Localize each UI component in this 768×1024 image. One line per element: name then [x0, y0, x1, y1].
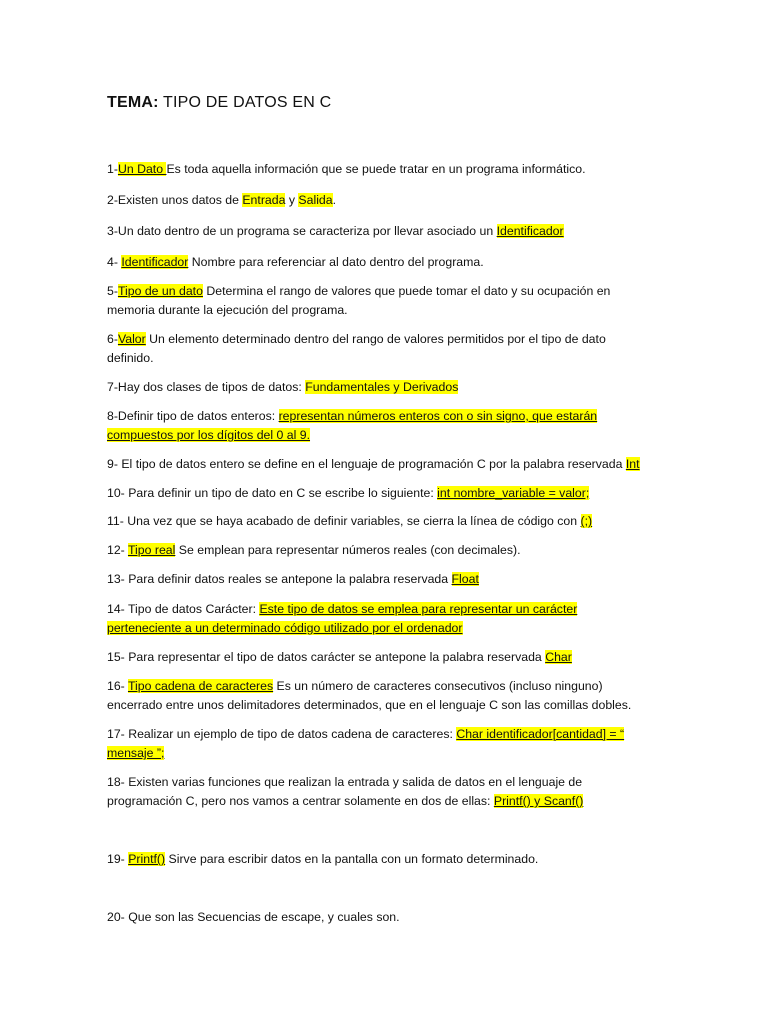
item-2-highlight-salida: Salida [298, 193, 333, 207]
item-15 [107, 648, 572, 667]
item-12-text: Se emplean para representar números reales (con decimales). [175, 543, 521, 557]
item-10-highlight: int nombre_variable = valor; [437, 486, 590, 500]
item-3 [107, 222, 564, 241]
item-2-highlight-entrada: Entrada [242, 193, 286, 207]
item-13-text: 13- Para definir datos reales se antepone la palabra reservada [107, 572, 452, 586]
item-20: 20- Que son las Secuencias de escape, y cuales son. [107, 910, 400, 924]
item-5-text: Determina el rango de valores que puede tomar el dato y su ocupación en [202, 284, 611, 298]
item-17-highlight: Char identificador[cantidad] = “ [456, 727, 625, 741]
item-8-text: 8-Definir tipo de datos enteros: [107, 409, 279, 423]
item-1-num: 1- [107, 162, 118, 176]
item-18-cont [107, 792, 583, 811]
item-6-cont: definido. [107, 351, 154, 365]
item-16 [107, 677, 603, 696]
item-19 [107, 850, 538, 869]
document-title [107, 94, 331, 112]
item-6 [107, 330, 606, 349]
item-7-highlight: Fundamentales y Derivados [305, 380, 459, 394]
item-16-text: Es un número de caracteres consecutivos (incluso ninguno) [273, 679, 603, 693]
item-6-text: Un elemento determinado dentro del rango de valores permitidos por el tipo de dato [145, 332, 606, 346]
item-14-highlight-cont: perteneciente a un determinado código utilizado por el ordenador [107, 621, 463, 635]
item-6-highlight: Valor [117, 332, 146, 346]
item-2-end: . [332, 193, 337, 207]
item-7-text: 7-Hay dos clases de tipos de datos: [107, 380, 306, 394]
item-15-highlight: Char [545, 650, 572, 664]
item-1 [107, 160, 586, 179]
item-14 [107, 600, 577, 619]
item-6-num: 6- [107, 332, 118, 346]
item-5 [107, 282, 610, 301]
item-8-cont [107, 426, 310, 445]
item-9-highlight: Int [625, 457, 640, 471]
item-4-text: Nombre para referenciar al dato dentro del programa. [188, 255, 484, 269]
item-16-num: 16- [107, 679, 128, 693]
item-3-highlight: Identificador [496, 224, 564, 238]
item-11-text: 11- Una vez que se haya acabado de definir variables, se cierra la línea de código con [107, 514, 581, 528]
title-label: TEMA: [107, 94, 159, 111]
item-8 [107, 407, 597, 426]
item-14-text: 14- Tipo de datos Carácter: [107, 602, 260, 616]
item-12 [107, 541, 521, 560]
item-4-num: 4- [107, 255, 122, 269]
title-text: TIPO DE DATOS EN C [163, 94, 332, 111]
item-19-highlight: Printf() [128, 852, 166, 866]
item-2 [107, 191, 336, 210]
item-15-text: 15- Para representar el tipo de datos carácter se antepone la palabra reservada [107, 650, 546, 664]
item-16-highlight: Tipo cadena de caracteres [127, 679, 274, 693]
item-5-num: 5- [107, 284, 118, 298]
item-9 [107, 455, 640, 474]
item-10 [107, 484, 589, 503]
item-1-highlight: Un Dato [117, 162, 167, 176]
item-2-conj: y [285, 193, 299, 207]
item-13 [107, 570, 479, 589]
item-17-cont [107, 744, 164, 763]
item-3-text: 3-Un dato dentro de un programa se caracteriza por llevar asociado un [107, 224, 497, 238]
item-16-cont: encerrado entre unos delimitadores determinados, que en el lenguaje C son las comillas dobles. [107, 698, 632, 712]
item-17 [107, 725, 624, 744]
item-14-highlight: Este tipo de datos se emplea para representar un carácter [259, 602, 578, 616]
item-4-highlight: Identificador [121, 255, 189, 269]
item-7 [107, 378, 458, 397]
item-1-text: Es toda aquella información que se puede tratar en un programa informático. [166, 162, 586, 176]
item-18-highlight: Printf() y Scanf() [493, 794, 584, 808]
item-12-num: 12- [107, 543, 128, 557]
item-18-text: programación C, pero nos vamos a centrar solamente en dos de ellas: [107, 794, 494, 808]
item-14-cont [107, 619, 463, 638]
item-19-text: Sirve para escribir datos en la pantalla con un formato determinado. [165, 852, 539, 866]
item-10-text: 10- Para definir un tipo de dato en C se escribe lo siguiente: [107, 486, 438, 500]
item-4 [107, 253, 484, 272]
item-13-highlight: Float [451, 572, 479, 586]
item-11-highlight: (;) [580, 514, 593, 528]
item-19-num: 19- [107, 852, 129, 866]
item-5-highlight: Tipo de un dato [117, 284, 203, 298]
item-12-highlight: Tipo real [127, 543, 176, 557]
item-17-highlight-cont: mensaje ”; [107, 746, 165, 760]
item-17-text: 17- Realizar un ejemplo de tipo de datos cadena de caracteres: [107, 727, 457, 741]
item-5-cont: memoria durante la ejecución del programa. [107, 303, 348, 317]
item-11 [107, 512, 592, 531]
item-9-text: 9- El tipo de datos entero se define en el lenguaje de programación C por la palabra reservada [107, 457, 626, 471]
item-18: 18- Existen varias funciones que realizan la entrada y salida de datos en el lenguaje de [107, 775, 583, 789]
item-8-highlight-cont: compuestos por los dígitos del 0 al 9. [107, 428, 311, 442]
item-8-highlight: representan números enteros con o sin signo, que estarán [278, 409, 598, 423]
item-2-text: 2-Existen unos datos de [107, 193, 243, 207]
